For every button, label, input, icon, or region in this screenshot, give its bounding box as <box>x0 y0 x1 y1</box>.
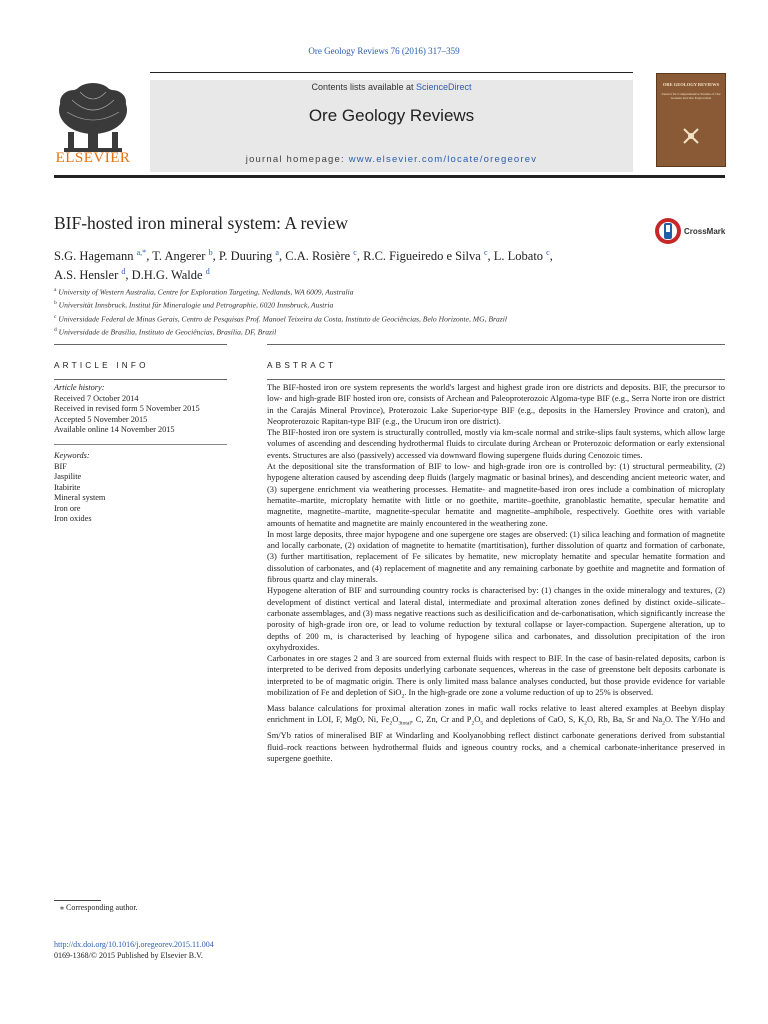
author-affiliation-marker[interactable]: c <box>353 248 357 257</box>
history-item: Received in revised form 5 November 2015 <box>54 404 200 413</box>
text-run: , C, Zn, Cr and P <box>410 714 472 725</box>
author-affiliation-marker[interactable]: b <box>208 248 213 257</box>
affiliation-item <box>54 312 654 325</box>
affiliation-item <box>54 325 654 338</box>
abstract-paragraph: In most large deposits, three major hypogene and one supergene ore stages are observed: (1) silica leaching and formation of magnetite and locally carbonate, (2) oxidation of magnetite to hematite (martitisation), further dissolution of quartz and formation of carbonate, (3) further martitisation, replacement of Fe silicates by hematite, new microplaty hematite and specular hematite formation and dissolution of carbonates, and (4) replacement of magnetite and any remaining carbonate by goethite and magnetite and formation of fibrous quartz and clay minerals. <box>267 528 725 585</box>
journal-title: Ore Geology Reviews <box>308 106 475 125</box>
author-affiliation-marker[interactable]: a,* <box>136 248 147 257</box>
affiliation-text: Universität Innsbruck, Institut für Mineralogie und Petrographie, 6020 Innsbruck, Austria <box>56 300 334 310</box>
abstract-paragraph <box>267 703 725 764</box>
affiliation-item <box>54 285 654 298</box>
contents-line <box>150 82 633 92</box>
author-affiliation-marker[interactable]: a <box>275 248 279 257</box>
author-list <box>54 245 674 283</box>
text-run: O <box>474 714 481 725</box>
text-run: O, Rb, Ba, Sr and Na <box>586 714 663 725</box>
subscript: 3total <box>398 720 411 727</box>
author-name: , T. Angerer <box>146 249 209 264</box>
abstract-paragraph: Hypogene alteration of BIF and surrounding country rocks is characterised by: (1) changes in the oxide mineralogy and textures, (2) development of distinct vertical and lateral distal, intermediate and proximal alteration zones defined by distinct oxide–silicate–carbonate assemblages, and (3) mass negative reactions such as desilicification and de-carbonatisation, which significantly increase the porosity of high-grade iron ore, or lead to volume reduction by textural collapse or layer-compaction. Supergene alteration, up to depths of 200 m, is characterised by leaching of hypogene silica and carbonates, and dissolution precipitation of the iron oxyhydroxides. <box>267 585 725 652</box>
author-name: , L. Lobato <box>487 249 547 264</box>
homepage-prefix: journal homepage: <box>245 154 349 165</box>
corresponding-author-footnote: ⁎ Corresponding author. <box>60 903 138 912</box>
subscript: 2 <box>401 693 405 700</box>
abstract-body <box>267 382 725 764</box>
keywords-label: Keywords: <box>54 451 90 460</box>
copyright-line: 0169-1368/© 2015 Published by Elsevier B.V. <box>54 951 203 960</box>
abstract-under-rule <box>267 379 725 380</box>
doi-link[interactable]: http://dx.doi.org/10.1016/j.oregeorev.2015.11.004 <box>54 940 214 949</box>
history-item: Available online 14 November 2015 <box>54 425 175 434</box>
article-info-top-rule <box>54 344 227 345</box>
subscript: 2 <box>662 720 665 727</box>
abstract-paragraph: The BIF-hosted iron ore system is structurally controlled, mostly via km-scale normal and strike-slips fault systems, which allow large volumes of ascending and descending hydrothermal fluids to circulate during Archean or Proterozoic deformation or early extensional events. Structures are also (passively) accessed via downward flowing supergene fluids during Cenozoic times. <box>267 427 725 460</box>
text-run: Carbonates in ore stages 2 and 3 are sourced from external fluids with respect to BIF. In the case of basin-related deposits, carbon is interpreted to be derived from deposits underlying carbonate sequences, whereas in the case of greenstone belt deposits carbonate is interpreted to be of magmatic origin. There is only limited mass balance analyses conducted, but those provide evidence for variable mobilization of Fe and depletion of SiO <box>267 653 725 698</box>
keyword-item: Mineral system <box>54 493 106 502</box>
author-name: , P. Duuring <box>212 249 276 264</box>
affiliations <box>54 285 654 338</box>
footnote-rule <box>54 900 101 901</box>
subscript: 5 <box>480 720 484 727</box>
journal-homepage <box>150 154 633 165</box>
publisher-name: ELSEVIER <box>55 150 131 166</box>
abstract-paragraph: The BIF-hosted iron ore system represents the world's largest and highest grade iron ore districts and deposits. BIF, the precursor to low- and high-grade BIF hosted iron ore, consists of Archean and Paleoproterozoic Algoma-type BIF (e.g., Serra Norte iron ore district in the Carajás Mineral Province), Proterozoic Lake Superior-type BIF (e.g., deposits in the Hamersley Province and craton), and Neoproterozoic Rapitan-type BIF (e.g., the Urucum iron ore district). <box>267 382 725 426</box>
keyword-item: Itabirite <box>54 482 81 492</box>
keyword-item: Iron oxides <box>54 514 92 523</box>
text-run: Mass balance calculations for proximal alteration zones in mafic wall rocks relative to least altered examples at Beebyn display enrichment in LOI, F, MgO, Ni, Fe <box>267 703 725 725</box>
history-item: Accepted 5 November 2015 <box>54 414 148 424</box>
cover-emblem-icon <box>681 126 701 146</box>
abstract-paragraph: At the depositional site the transformation of BIF to low- and high-grade iron ore is controlled by: (1) structural permeability, (2) hypogene alteration caused by ascending deep fluids (largely magmatic or basinal brines), and descending ancient meteoric water, and (3) supergene enrichment via weathering processes. Hematite- and magnetite-based iron ores include a combination of microplaty hematite–martite, microplaty hematite with little or no goethite, martite–goethite, granoblastic hematite, specular hematite and magnetite, magnetite–martite, magnetite-specular hematite and magnetite–amphibole, respectively. Goethite ores with variable amounts of hematite and magnetite are mainly encountered in the weathering zone. <box>267 461 725 528</box>
cover-subtitle: Journal for Comprehensive Studies of Ore Genesis and Ore Exploration <box>661 92 721 100</box>
author-name: , R.C. Figueiredo e Silva <box>356 249 484 264</box>
author-affiliation-marker[interactable]: d <box>121 267 126 277</box>
history-item: Received 7 October 2014 <box>54 393 139 403</box>
author-affiliation-marker[interactable]: c <box>546 248 550 257</box>
keyword-item: Jaspilite <box>54 472 82 481</box>
author-name: S.G. Hagemann <box>54 249 137 264</box>
info-divider <box>54 444 227 445</box>
contents-prefix: Contents lists available at <box>311 82 417 92</box>
author-name: , D.H.G. Walde <box>125 268 206 283</box>
history-label: Article history: <box>54 383 105 392</box>
text-run: O. The Y/Ho and Sm/Yb ratios of mineralised BIF at Windarling and Koolyanobbing reflect distinct carbonate generations derived from substantial fluid–rock reactions between hydrothermal fluids and igneous country rocks, and a chemical carbonate-inheritance preserved in supergene goethite. <box>267 714 725 763</box>
affiliation-item <box>54 298 654 311</box>
abstract-top-rule <box>267 344 725 345</box>
crossmark-label[interactable]: CrossMark <box>684 227 726 236</box>
homepage-link[interactable]: www.elsevier.com/locate/oregeorev <box>348 154 538 165</box>
affiliation-text: Universidade Federal de Minas Gerais, Centro de Pesquisas Prof. Manoel Teixeira da Costa, Instituto de Geociências, Belo Horizonte, MG, Brazil <box>56 314 507 324</box>
affiliation-key: a <box>54 287 57 293</box>
sciencedirect-link[interactable]: ScienceDirect <box>416 82 472 92</box>
article-title: BIF-hosted iron mineral system: A review <box>54 213 349 233</box>
subscript: 2 <box>584 720 587 727</box>
affiliation-key: b <box>54 300 57 307</box>
article-history <box>54 383 229 436</box>
author-line-1 <box>54 245 674 264</box>
keyword-item: Iron ore <box>54 503 81 513</box>
journal-citation[interactable]: Ore Geology Reviews 76 (2016) 317–359 <box>308 46 460 56</box>
author-affiliation-marker[interactable]: d <box>205 267 210 277</box>
cover-title: ORE GEOLOGY REVIEWS <box>662 82 720 87</box>
author-name: A.S. Hensler <box>54 268 122 283</box>
abstract-heading: ABSTRACT <box>267 361 337 370</box>
text-run: . In the high-grade ore zone a volume reduction of up to 25% is observed. <box>404 687 654 698</box>
affiliation-key: d <box>54 326 57 333</box>
subscript: 2 <box>471 720 475 727</box>
top-rule <box>150 72 633 73</box>
affiliation-text: Universidade de Brasília, Instituto de Geociências, Brasília, DF, Brazil <box>56 327 277 337</box>
article-info-under-rule <box>54 379 227 380</box>
subscript: 2 <box>389 720 393 727</box>
author-name: , <box>549 249 553 264</box>
article-info-heading: ARTICLE INFO <box>54 361 149 370</box>
header-divider <box>54 175 725 178</box>
affiliation-text: University of Western Australia, Centre for Exploration Targeting, Nedlands, WA 6009, Australia <box>56 287 354 297</box>
author-affiliation-marker[interactable]: c <box>483 248 488 257</box>
affiliation-key: c <box>54 313 57 320</box>
author-line-2 <box>54 264 674 283</box>
journal-cover-image[interactable] <box>656 73 726 167</box>
keywords <box>54 451 229 525</box>
keyword-item: BIF <box>54 461 67 471</box>
text-run: O <box>392 714 399 725</box>
text-run: and depletions of CaO, S, K <box>483 714 585 725</box>
abstract-paragraph <box>267 653 725 703</box>
author-name: , C.A. Rosière <box>278 249 354 264</box>
